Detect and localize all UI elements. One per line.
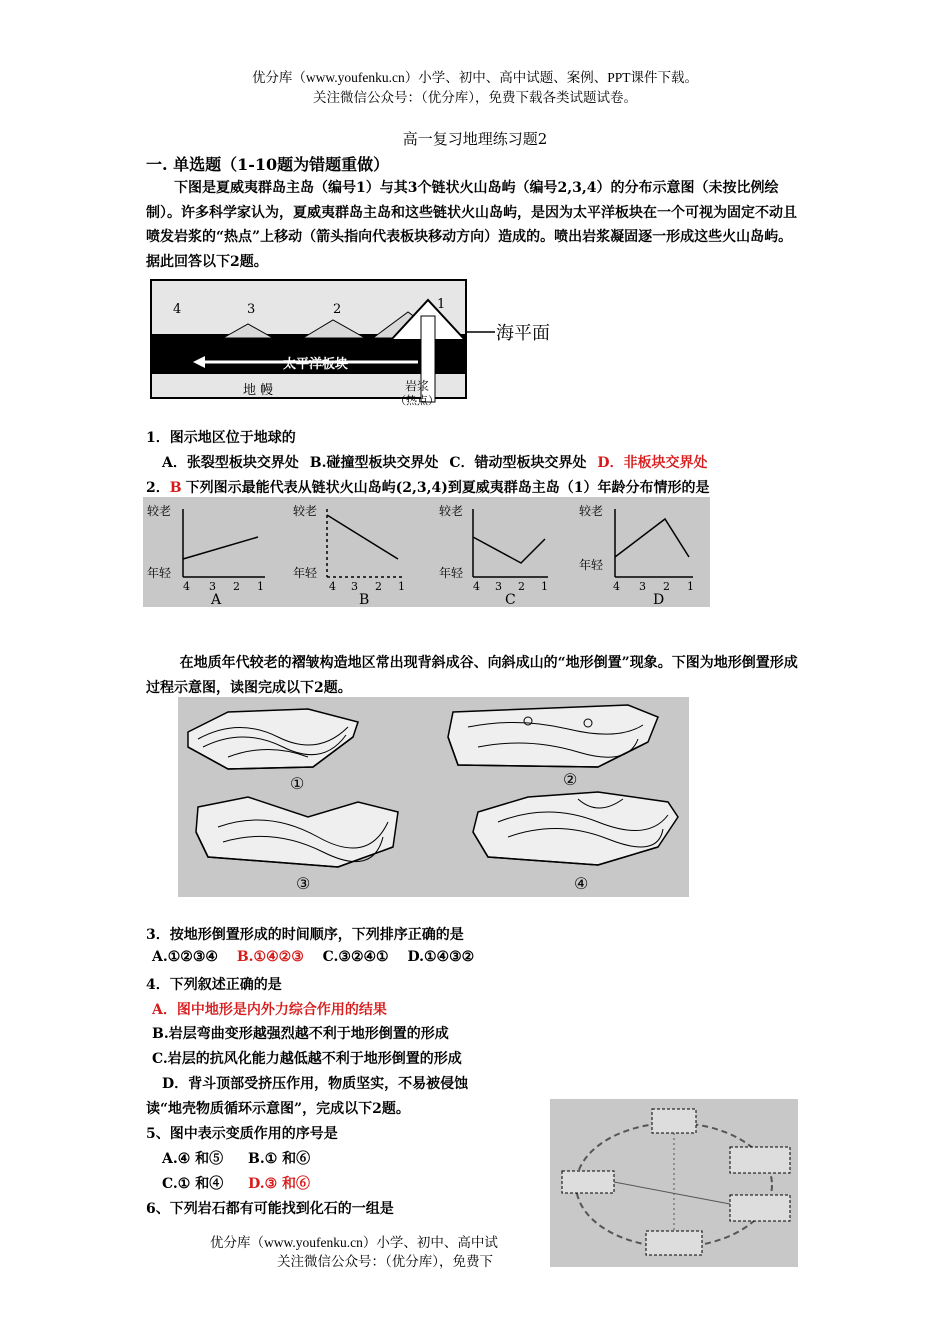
hotspot-volcano-figure [143, 276, 561, 410]
tick-label: 2 [518, 580, 525, 593]
age-graphs-figure [143, 497, 710, 607]
intro-paragraph-3: 读“地壳物质循环示意图”，完成以下2题。 [146, 1101, 410, 1117]
tick-label: 1 [687, 580, 694, 593]
option-c: C.③②④① [322, 949, 389, 965]
graph-letter: C [505, 592, 516, 607]
option-d-answer: D．非板块交界处 [597, 455, 708, 471]
block-diagram [473, 792, 678, 865]
y-top-label: 较老 [579, 504, 604, 518]
y-bottom-label: 年轻 [439, 566, 464, 580]
figure-label: ④ [574, 874, 589, 893]
island-label: 3 [247, 302, 256, 317]
figure-label: ② [563, 770, 578, 789]
tick-label: 1 [541, 580, 548, 593]
tick-label: 1 [398, 580, 405, 593]
tick-label: 2 [663, 580, 670, 593]
question-5-options-row2 [162, 1173, 310, 1193]
question-2-stem [146, 477, 710, 497]
question-1-stem: 1．图示地区位于地球的 [146, 430, 296, 446]
question-5-stem: 5、图中表示变质作用的序号是 [146, 1126, 338, 1142]
block-diagram [188, 709, 358, 769]
y-bottom-label: 年轻 [579, 558, 604, 572]
tick-label: 3 [495, 580, 502, 593]
header-line-2: 关注微信公众号：（优分库），免费下载各类试题试卷。 [313, 90, 637, 105]
island-label: 4 [173, 302, 182, 317]
option-c: C.岩层的抗风化能力越低越不利于地形倒置的形成 [152, 1051, 462, 1067]
figure-label: ① [290, 774, 305, 793]
option-a-answer: A．图中地形是内外力综合作用的结果 [152, 1002, 387, 1018]
question-1-options [162, 452, 708, 472]
question-2-text: 下列图示最能代表从链状火山岛屿(2,3,4)到夏威夷群岛主岛（1）年龄分布情形的是 [185, 480, 710, 496]
option-a: A．张裂型板块交界处 [162, 455, 299, 471]
tick-label: 4 [329, 580, 336, 593]
question-2-number: 2． [146, 480, 170, 496]
option-b: B.碰撞型板块交界处 [309, 455, 439, 471]
footer-line-2: 关注微信公众号：（优分库），免费下 [277, 1254, 493, 1269]
option-a: A.④ 和⑤ [162, 1151, 224, 1167]
block-diagram [448, 705, 658, 767]
island-label: 2 [333, 302, 342, 317]
graph-b [293, 503, 405, 607]
tick-label: 4 [473, 580, 480, 593]
option-b-answer: B.①④②③ [236, 949, 304, 965]
option-d: D．背斗顶部受挤压作用，物质坚实，不易被侵蚀 [162, 1076, 469, 1092]
y-bottom-label: 年轻 [147, 566, 172, 580]
tick-label: 3 [351, 580, 358, 593]
tick-label: 4 [183, 580, 190, 593]
sea-level-label: 海平面 [496, 323, 550, 344]
graph-c [439, 503, 548, 607]
y-bottom-label: 年轻 [293, 566, 318, 580]
option-d: D.①④③② [407, 949, 475, 965]
plate-label: 太平洋板块 [283, 357, 349, 372]
option-b: B.岩层弯曲变形越强烈越不利于地形倒置的形成 [152, 1026, 449, 1042]
y-top-label: 较老 [439, 504, 464, 518]
mantle-label: 地 幔 [243, 383, 274, 398]
section-heading: 一. 单选题（1-10题为错题重做） [146, 155, 390, 174]
y-top-label: 较老 [147, 504, 172, 518]
graph-letter: A [211, 592, 222, 607]
question-3-options [152, 949, 474, 965]
y-top-label: 较老 [293, 504, 318, 518]
tick-label: 3 [209, 580, 216, 593]
question-2-answer: B [169, 480, 182, 496]
option-c: C.① 和④ [162, 1176, 224, 1192]
page-title: 高一复习地理练习题2 [402, 130, 548, 148]
tick-label: 1 [257, 580, 264, 593]
option-d-answer: D.③ 和⑥ [248, 1176, 311, 1192]
option-b: B.① 和⑥ [248, 1151, 311, 1167]
magma-label: 岩浆 [405, 379, 430, 393]
tick-label: 4 [613, 580, 620, 593]
crust-cycle-figure [550, 1099, 798, 1267]
option-a: A.①②③④ [152, 949, 218, 965]
intro-paragraph-2: 在地质年代较老的褶皱构造地区常出现背斜成谷、向斜成山的“地形倒置”现象。下图为地形倒置形成过程示意图，读图完成以下2题。 [146, 655, 798, 696]
graph-d [579, 503, 694, 607]
island-label: 1 [437, 297, 446, 312]
intro-paragraph-1: 下图是夏威夷群岛主岛（编号1）与其3个链状火山岛屿（编号2,3,4）的分布示意图（未按比例绘制）。许多科学家认为，夏威夷群岛主岛和这些链状火山岛屿，是因为太平洋板块在一个可视为固定不动且喷发岩浆的“热点”上移动（箭头指向代表板块移动方向）造成的。喷出岩浆凝固逐一形成这些火山岛屿。据此回答以下2题。 [146, 180, 797, 270]
tick-label: 2 [375, 580, 382, 593]
question-5-options-row1 [162, 1148, 310, 1168]
block-diagram [196, 797, 398, 867]
option-c: C．错动型板块交界处 [449, 455, 587, 471]
question-3-stem: 3．按地形倒置形成的时间顺序，下列排序正确的是 [146, 927, 464, 943]
question-6-stem: 6、下列岩石都有可能找到化石的一组是 [146, 1201, 394, 1217]
graph-letter: D [653, 592, 665, 607]
terrain-inversion-figure [178, 697, 689, 897]
figure-label: ③ [296, 874, 311, 893]
footer-line-1: 优分库（www.youfenku.cn）小学、初中、高中试 [210, 1235, 498, 1250]
tick-label: 2 [233, 580, 240, 593]
header-line-1: 优分库（www.youfenku.cn）小学、初中、高中试题、案例、PPT课件下载。 [251, 70, 699, 85]
hotspot-label: （热点） [395, 394, 439, 407]
graph-a [147, 503, 265, 607]
question-4-stem: 4．下列叙述正确的是 [146, 977, 282, 993]
tick-label: 3 [639, 580, 646, 593]
graph-letter: B [359, 592, 370, 607]
